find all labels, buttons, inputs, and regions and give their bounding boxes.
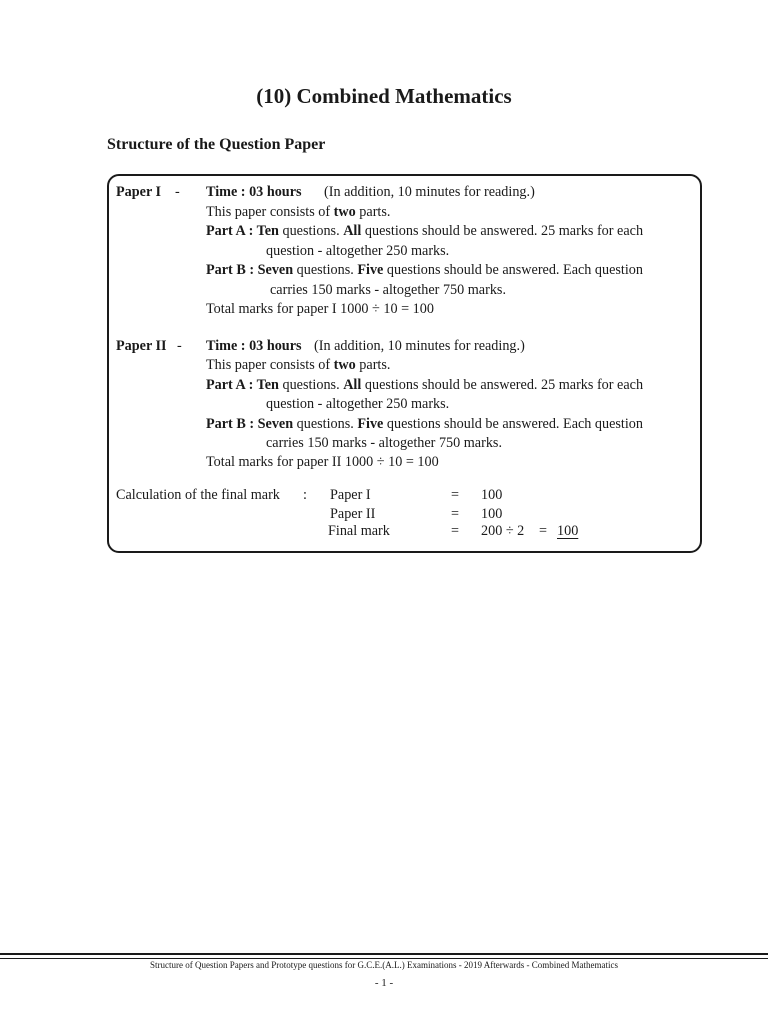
paper1-time: Time : 03 hours [206, 184, 302, 200]
calc-row-value: 100 [481, 506, 503, 522]
paper1-partB-line2: carries 150 marks - altogether 750 marks. [270, 282, 506, 298]
paper2-time: Time : 03 hours [206, 338, 302, 354]
page-number: - 1 - [374, 977, 394, 989]
calc-row-eq: = [451, 487, 460, 503]
paper1-dash: - [175, 184, 180, 200]
paper1-time-note: (In addition, 10 minutes for reading.) [324, 184, 535, 200]
calc-row-value: 100 [481, 487, 503, 503]
paper2-parts-line: This paper consists of two parts. [206, 357, 391, 373]
calc-final-value: 100 [557, 523, 579, 539]
paper1-parts-line: This paper consists of two parts. [206, 204, 391, 220]
calc-final-eq: = [539, 523, 548, 539]
paper2-time-note: (In addition, 10 minutes for reading.) [314, 338, 525, 354]
footer-text: Structure of Question Papers and Prototype questions for G.C.E.(A.L.) Examinations - 2019 Afterwards - Combined Mathematics [150, 960, 618, 970]
calc-colon: : [303, 487, 307, 503]
paper2-total: Total marks for paper II 1000 ÷ 10 = 100 [206, 454, 439, 470]
calc-row-name: Paper I [330, 487, 371, 503]
paper1-partA-line2: question - altogether 250 marks. [266, 243, 450, 259]
paper1-total: Total marks for paper I 1000 ÷ 10 = 100 [206, 301, 434, 317]
calc-row-eq: = [451, 506, 460, 522]
paper2-label: Paper II [116, 338, 167, 354]
calc-row-name: Paper II [330, 506, 376, 522]
calc-final-expression: 200 ÷ 2 [481, 523, 525, 539]
paper1-partB-line: Part B : Seven questions. Five questions should be answered. Each question [206, 262, 643, 278]
calc-label: Calculation of the final mark [116, 487, 280, 503]
page-title: (10) Combined Mathematics [256, 84, 512, 108]
paper1-partA-line: Part A : Ten questions. All questions should be answered. 25 marks for each [206, 223, 644, 239]
footer-rule [0, 953, 768, 955]
paper2-partB-line2: carries 150 marks - altogether 750 marks. [266, 435, 502, 451]
calc-row-eq: = [451, 523, 460, 539]
paper2-dash: - [177, 338, 182, 354]
section-heading: Structure of the Question Paper [107, 136, 326, 153]
paper1-label: Paper I [116, 184, 162, 200]
footer-rule-thin [0, 958, 768, 959]
paper2-partA-line: Part A : Ten questions. All questions should be answered. 25 marks for each [206, 377, 644, 393]
paper2-partA-line2: question - altogether 250 marks. [266, 396, 450, 412]
calc-row-name: Final mark [328, 523, 390, 539]
paper2-partB-line: Part B : Seven questions. Five questions should be answered. Each question [206, 416, 643, 432]
